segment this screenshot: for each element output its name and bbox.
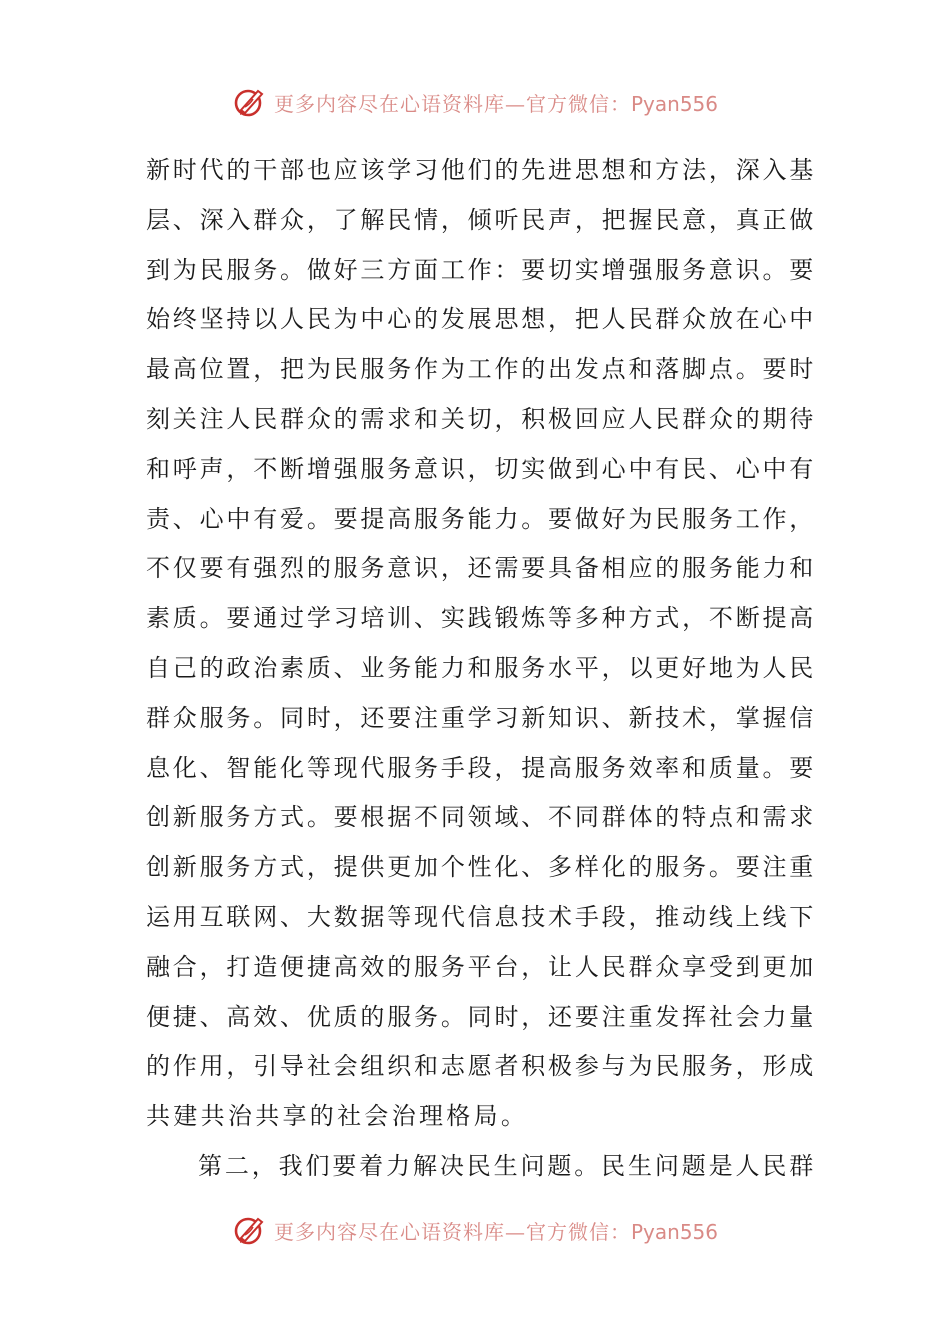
pen-in-circle-logo-icon: [232, 1212, 268, 1248]
text-line: 创新服务方式，提供更加个性化、多样化的服务。要注重: [146, 853, 816, 882]
text-line: 息化、智能化等现代服务手段，提高服务效率和质量。要: [146, 753, 816, 782]
document-body: [146, 146, 816, 1192]
text-line: 群众服务。同时，还要注重学习新知识、新技术，掌握信: [146, 703, 816, 732]
pen-in-circle-logo-icon: [232, 84, 268, 120]
watermark-text: 更多内容尽在心语资料库—官方微信：Pyan556: [273, 91, 718, 116]
text-line: 自己的政治素质、业务能力和服务水平，以更好地为人民: [146, 653, 816, 682]
watermark-header: [0, 82, 950, 122]
text-line: 始终坚持以人民为中心的发展思想，把人民群众放在心中: [146, 305, 816, 334]
text-line: 创新服务方式。要根据不同领域、不同群体的特点和需求: [146, 803, 816, 832]
paragraph-end-line: 共建共治共享的社会治理格局。: [146, 1102, 529, 1131]
text-line: 到为民服务。做好三方面工作：要切实增强服务意识。要: [146, 255, 816, 284]
text-line: 的作用，引导社会组织和志愿者积极参与为民服务，形成: [146, 1052, 816, 1081]
text-line: 刻关注人民群众的需求和关切，积极回应人民群众的期待: [146, 404, 816, 433]
text-line: 便捷、高效、优质的服务。同时，还要注重发挥社会力量: [146, 1002, 816, 1031]
paragraph-start-line: 第二，我们要着力解决民生问题。民生问题是人民群: [198, 1151, 816, 1180]
text-line: 不仅要有强烈的服务意识，还需要具备相应的服务能力和: [146, 554, 816, 583]
watermark-text: 更多内容尽在心语资料库—官方微信：Pyan556: [273, 1219, 718, 1244]
text-line: 和呼声，不断增强服务意识，切实做到心中有民、心中有: [146, 454, 816, 483]
text-line: 层、深入群众，了解民情，倾听民声，把握民意，真正做: [146, 205, 816, 234]
watermark-footer: [0, 1210, 950, 1250]
text-line: 最高位置，把为民服务作为工作的出发点和落脚点。要时: [146, 355, 816, 384]
text-line: 责、心中有爱。要提高服务能力。要做好为民服务工作，: [146, 504, 816, 533]
text-line: 新时代的干部也应该学习他们的先进思想和方法，深入基: [146, 156, 816, 184]
text-line: 运用互联网、大数据等现代信息技术手段，推动线上线下: [146, 902, 816, 931]
text-line: 素质。要通过学习培训、实践锻炼等多种方式，不断提高: [146, 604, 816, 633]
text-line: 融合，打造便捷高效的服务平台，让人民群众享受到更加: [146, 952, 816, 981]
